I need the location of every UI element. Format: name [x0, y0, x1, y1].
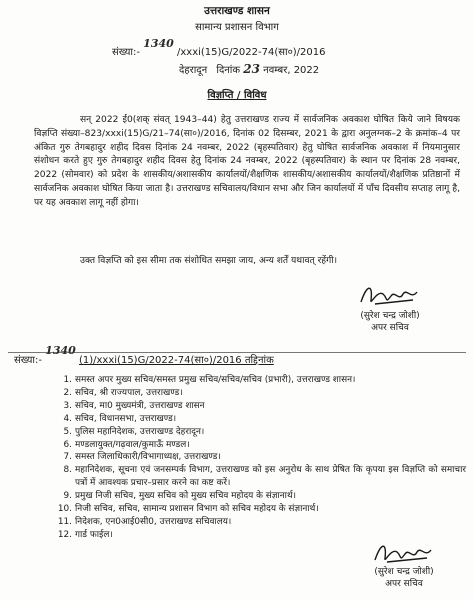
signatory-designation-1: अपर सचिव	[371, 323, 409, 333]
list-item-text: समस्त जिलाधिकारी/विभागाध्यक्ष, उत्तराखण्ड।	[75, 452, 221, 463]
copy-ref-text: (1)/xxxi(15)G/2022-74(सा०)/2016 तद्दिनांक	[78, 355, 274, 366]
list-item-number: 12.	[57, 529, 72, 540]
list-item-text: मण्डलायुक्त/गढ़वाल/कुमाऊँ मण्डल।	[75, 439, 190, 450]
ref-line	[112, 37, 326, 58]
date-label: दिनांक	[216, 65, 241, 76]
body-para1: सन् 2022 ई0(शक् संवत् 1943–44) हेतु उत्तराखण्ड राज्य में सार्वजनिक अवकाश घोषित किये जाने विषयक विज्ञप्ति संख्या–823/xxxi(15)G/21–74(सा०)/2016, दिनांक 02 दिसम्बर, 2021 के द्वारा अनुलग्नक–2 के क्रमांक–4 पर अंकित गुरु तेगबहादुर शहीद दिवस दिनांक 24 नवम्बर, 2022 (बृहस्पतिवार) हेतु घोषित सार्वजनिक अवकाश में नियमानुसार संशोधन करते हुए गुरु तेगबहादुर शहीद दिवस हेतु दिनांक 24 नवम्बर, 2022 (बृहस्पतिवार) के स्थान पर दिनांक 28 नवम्बर, 2022 (सोमवार) को प्रदेश के शासकीय/अशासकीय कार्यालयों/शैक्षणिक शासकीय/अशासकीय कार्यालयों/शैक्षणिक प्रतिष्ठानों में सार्वजनिक अवकाश घोषित किया जाता है। उत्तराखण्ड सचिवालय/विधान सभा और जिन कार्यालयों में पाँच दिवसीय सप्ताह लागू है, पर यह अवकाश लागू नहीं होगा।	[34, 115, 460, 208]
date-day: 23	[243, 62, 260, 76]
ref-handwritten-number: 1340	[143, 37, 174, 50]
list-item-text: निदेशक, एन0आई0सी0, उत्तराखण्ड सचिवालय।	[75, 516, 232, 527]
dept-header-line1: उत्तराखण्ड शासन	[204, 5, 270, 17]
list-item	[52, 374, 466, 387]
ref-label: संख्या:-	[112, 47, 140, 58]
list-item	[52, 387, 466, 400]
copy-ref-handwritten-number: 1340	[45, 344, 76, 357]
list-item-number: 3.	[63, 400, 72, 411]
list-item-number: 10.	[57, 504, 72, 515]
list-item-text: सचिव, श्री राज्यपाल, उत्तराखण्ड।	[75, 387, 183, 398]
copy-ref-label: संख्या:-	[14, 355, 42, 366]
list-item-number: 11.	[57, 516, 72, 527]
list-item	[52, 451, 466, 464]
list-item-text: प्रमुख निजी सचिव, मुख्य सचिव को मुख्य सचिव महोदय के संज्ञानार्थ।	[75, 491, 297, 502]
list-item-number: 2.	[63, 387, 72, 398]
signatory-name-2: (सुरेश चन्द्र जोशी)	[374, 567, 434, 577]
list-item	[52, 516, 466, 529]
signatory-name-1: (सुरेश चन्द्र जोशी)	[360, 311, 420, 321]
list-item-number: 8.	[63, 465, 72, 476]
list-item	[52, 490, 466, 503]
list-item-text: महानिदेशक, सूचना एवं जनसम्पर्क विभाग, उत्तराखण्ड को इस अनुरोध के साथ प्रेषित कि कृपया इस विज्ञप्ति को समाचार पत्रों में आवश्यक प्रचार–प्रसार करने का कष्ट करें।	[75, 465, 466, 489]
date-line	[179, 62, 319, 76]
list-item-text: पुलिस महानिदेशक, उत्तराखण्ड देहरादून।	[75, 426, 205, 437]
notification-closing	[34, 255, 460, 269]
list-item	[52, 503, 466, 516]
notification-body	[34, 114, 460, 211]
list-item-number: 1.	[63, 375, 72, 385]
list-item	[52, 400, 466, 413]
list-item-number: 9.	[63, 491, 72, 502]
list-item-text: निजी सचिव, सचिव, सामान्य प्रशासन विभाग को सचिव महोदय के संज्ञानार्थ।	[75, 504, 319, 515]
list-item	[52, 464, 466, 490]
list-item-number: 5.	[63, 426, 72, 437]
signature-block-2	[354, 540, 454, 590]
list-item	[52, 439, 466, 452]
list-item-number: 6.	[63, 439, 72, 450]
signature-block-1	[340, 280, 440, 334]
place: देहरादून	[179, 65, 208, 76]
ref-code: /xxxi(15)G/2022-74(सा०)/2016	[176, 47, 326, 58]
list-item-text: समस्त अपर मुख्य सचिव/समस्त प्रमुख सचिव/सचिव/सचिव (प्रभारी), उत्तराखण्ड शासन।	[75, 375, 356, 385]
notification-title: विज्ञप्ति / विविध	[207, 90, 267, 101]
list-item-number: 7.	[63, 452, 72, 463]
list-item-number: 4.	[63, 413, 72, 424]
signatory-designation-2: अपर सचिव	[385, 579, 423, 589]
list-item-text: सचिव, विधानसभा, उत्तराखण्ड।	[75, 413, 177, 424]
dept-header-line2: सामान्य प्रशासन विभाग	[195, 22, 279, 33]
copy-ref-line	[14, 344, 274, 366]
list-item-text: गार्ड फाईल।	[75, 529, 113, 540]
distribution-list	[52, 374, 466, 542]
date-rest: नवम्बर, 2022	[263, 65, 320, 76]
list-item-text: सचिव, मा0 मुख्यमंत्री, उत्तराखण्ड शासन	[75, 400, 205, 411]
handwritten-signature-1	[355, 280, 425, 310]
list-item	[52, 426, 466, 439]
body-para2: उक्त विज्ञप्ति को इस सीमा तक संशोधित समझा जाय, अन्य शर्तें यथावत् रहेंगी।	[80, 256, 338, 266]
list-item	[52, 413, 466, 426]
handwritten-signature-2	[369, 540, 439, 566]
